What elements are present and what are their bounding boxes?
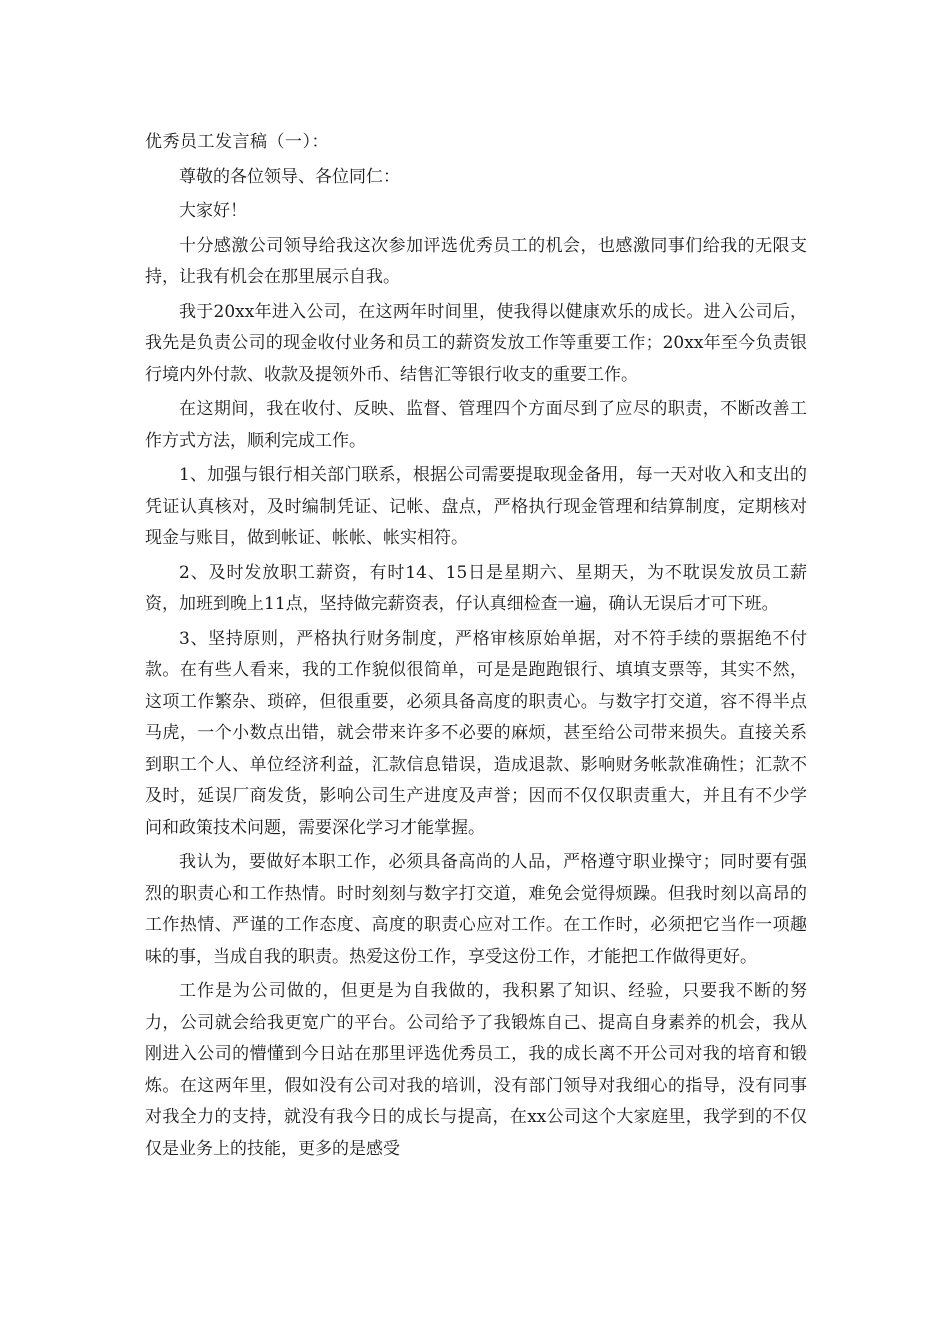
paragraph-item-1: 1、加强与银行相关部门联系，根据公司需要提取现金备用，每一天对收入和支出的凭证认真核对，及时编制凭证、记帐、盘点，严格执行现金管理和结算制度，定期核对现金与账目，做到帐证、帐帐、帐实相符。: [145, 465, 807, 548]
paragraph-item-2: 2、及时发放职工薪资，有时14、15日是星期六、星期天，为不耽误发放员工薪资，加班到晚上11点，坚持做完薪资表，仔认真细检查一遍，确认无误后才可下班。: [145, 562, 807, 614]
paragraph-duties-summary: 在这期间，我在收付、反映、监督、管理四个方面尽到了应尽的职责，不断改善工作方式方法，顺利完成工作。: [145, 399, 807, 451]
paragraph-item-3: 3、坚持原则，严格执行财务制度，严格审核原始单据，对不符手续的票据绝不付款。在有些人看来，我的工作貌似很简单，可是是跑跑银行、填填支票等，其实不然，这项工作繁杂、琐碎，但很重要，必须具备高度的职责心。与数字打交道，容不得半点马虎，一个小数点出错，就会带来许多不必要的麻烦，甚至给公司带来损失。直接关系到职工个人、单位经济利益，汇款信息错误，造成退款、影响财务帐款准确性；汇款不及时，延误厂商发货，影响公司生产进度及声誉；因而不仅仅职责重大，并且有不少学问和政策技术问题，需要深化学习才能掌握。: [145, 628, 807, 838]
paragraph-growth: 工作是为公司做的，但更是为自我做的，我积累了知识、经验，只要我不断的努力，公司就会给我更宽广的平台。公司给予了我锻炼自己、提高自身素养的机会，我从刚进入公司的懵懂到今日站在那里评选优秀员工，我的成长离不开公司对我的培育和锻炼。在这两年里，假如没有公司对我的培训，没有部门领导对我细心的指导，没有同事对我全力的支持，就没有我今日的成长与提高，在xx公司这个大家庭里，我学到的不仅仅是业务上的技能，更多的是感受: [145, 981, 807, 1159]
paragraph-greeting: 大家好！: [179, 201, 247, 221]
document-title: 优秀员工发言稿（一）：: [145, 132, 329, 152]
paragraph-salutation: 尊敬的各位领导、各位同仁：: [179, 166, 400, 187]
document-body: [145, 127, 807, 1168]
paragraph-attitude: 我认为，要做好本职工作，必须具备高尚的人品，严格遵守职业操守；同时要有强烈的职责心和工作热情。时时刻刻与数字打交道，难免会觉得烦躁。但我时刻以高昂的工作热情、严谨的工作态度、高度的职责心应对工作。在工作时，必须把它当作一项趣味的事，当成自我的职责。热爱这份工作，享受这份工作，才能把工作做得更好。: [145, 852, 807, 967]
paragraph-background: 我于20xx年进入公司，在这两年时间里，使我得以健康欢乐的成长。进入公司后，我先是负责公司的现金收付业务和员工的薪资发放工作等重要工作；20xx年至今负责银行境内外付款、收款及提领外币、结售汇等银行收支的重要工作。: [145, 301, 807, 385]
paragraph-thanks: 十分感激公司领导给我这次参加评选优秀员工的机会，也感激同事们给我的无限支持，让我有机会在那里展示自我。: [145, 235, 807, 287]
